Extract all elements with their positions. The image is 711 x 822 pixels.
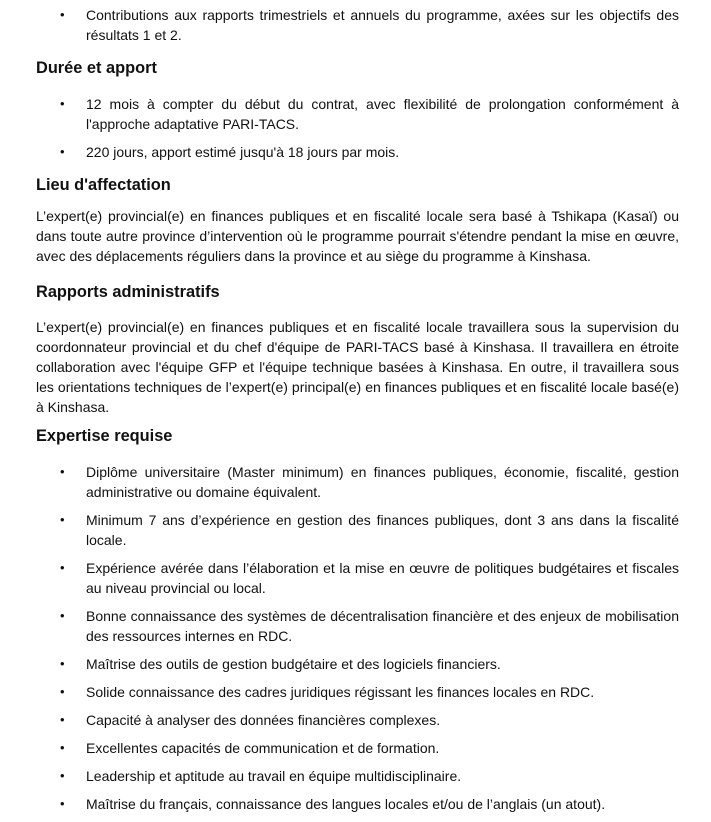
duree-bullet-list [36, 94, 679, 170]
list-item: • Minimum 7 ans d’expérience en gestion des finances publiques, dont 3 ans dans la fiscalité locale. [36, 510, 679, 550]
list-item: • Capacité à analyser des données financières complexes. [36, 710, 679, 730]
list-item: • Contributions aux rapports trimestriels et annuels du programme, axées sur les objectifs des résultats 1 et 2. [36, 5, 679, 45]
section-heading-rapports: Rapports administratifs [36, 283, 220, 301]
rapports-paragraph: L’expert(e) provincial(e) en finances publiques et en fiscalité locale travaillera sous la supervision du coordonnateur provincial et du chef d'équipe de PARI-TACS basé à Kinshasa. Il travaillera en étroite collaboration avec l'équipe GFP et l'équipe technique basées à Kinshasa. En outre, il travaillera sous les orientations techniques de l’expert(e) principal(e) en finances publiques et en fiscalité locale basé(e) à Kinshasa. [36, 319, 679, 415]
list-item: • Excellentes capacités de communication et de formation. [36, 738, 679, 758]
section-heading-expertise: Expertise requise [36, 427, 173, 445]
list-item: • 12 mois à compter du début du contrat, avec flexibilité de prolongation conformément à l'approche adaptative PARI-TACS. [36, 94, 679, 134]
list-item: • Expérience avérée dans l’élaboration et la mise en œuvre de politiques budgétaires et fiscales au niveau provincial ou local. [36, 558, 679, 598]
list-item: • 220 jours, apport estimé jusqu'à 18 jours par mois. [36, 142, 679, 162]
list-item: • Maîtrise des outils de gestion budgétaire et des logiciels financiers. [36, 654, 679, 674]
section-heading-lieu: Lieu d'affectation [36, 176, 171, 194]
list-item: • Solide connaissance des cadres juridiques régissant les finances locales en RDC. [36, 682, 679, 702]
expertise-bullet-list [36, 462, 679, 822]
list-item: • Maîtrise du français, connaissance des langues locales et/ou de l’anglais (un atout). [36, 794, 679, 814]
list-item: • Diplôme universitaire (Master minimum) en finances publiques, économie, fiscalité, gestion administrative ou domaine équivalent. [36, 462, 679, 502]
lieu-paragraph: L’expert(e) provincial(e) en finances publiques et en fiscalité locale sera basé à Tshikapa (Kasaï) ou dans toute autre province d’intervention où le programme pourrait s'étendre pendant la mise en œuvre, avec des déplacements réguliers dans la province et au siège du programme à Kinshasa. [36, 208, 679, 264]
list-item: • Leadership et aptitude au travail en équipe multidisciplinaire. [36, 766, 679, 786]
intro-bullet-list [36, 5, 679, 53]
list-item: • Bonne connaissance des systèmes de décentralisation financière et des enjeux de mobilisation des ressources internes en RDC. [36, 606, 679, 646]
section-heading-duree: Durée et apport [36, 59, 157, 77]
